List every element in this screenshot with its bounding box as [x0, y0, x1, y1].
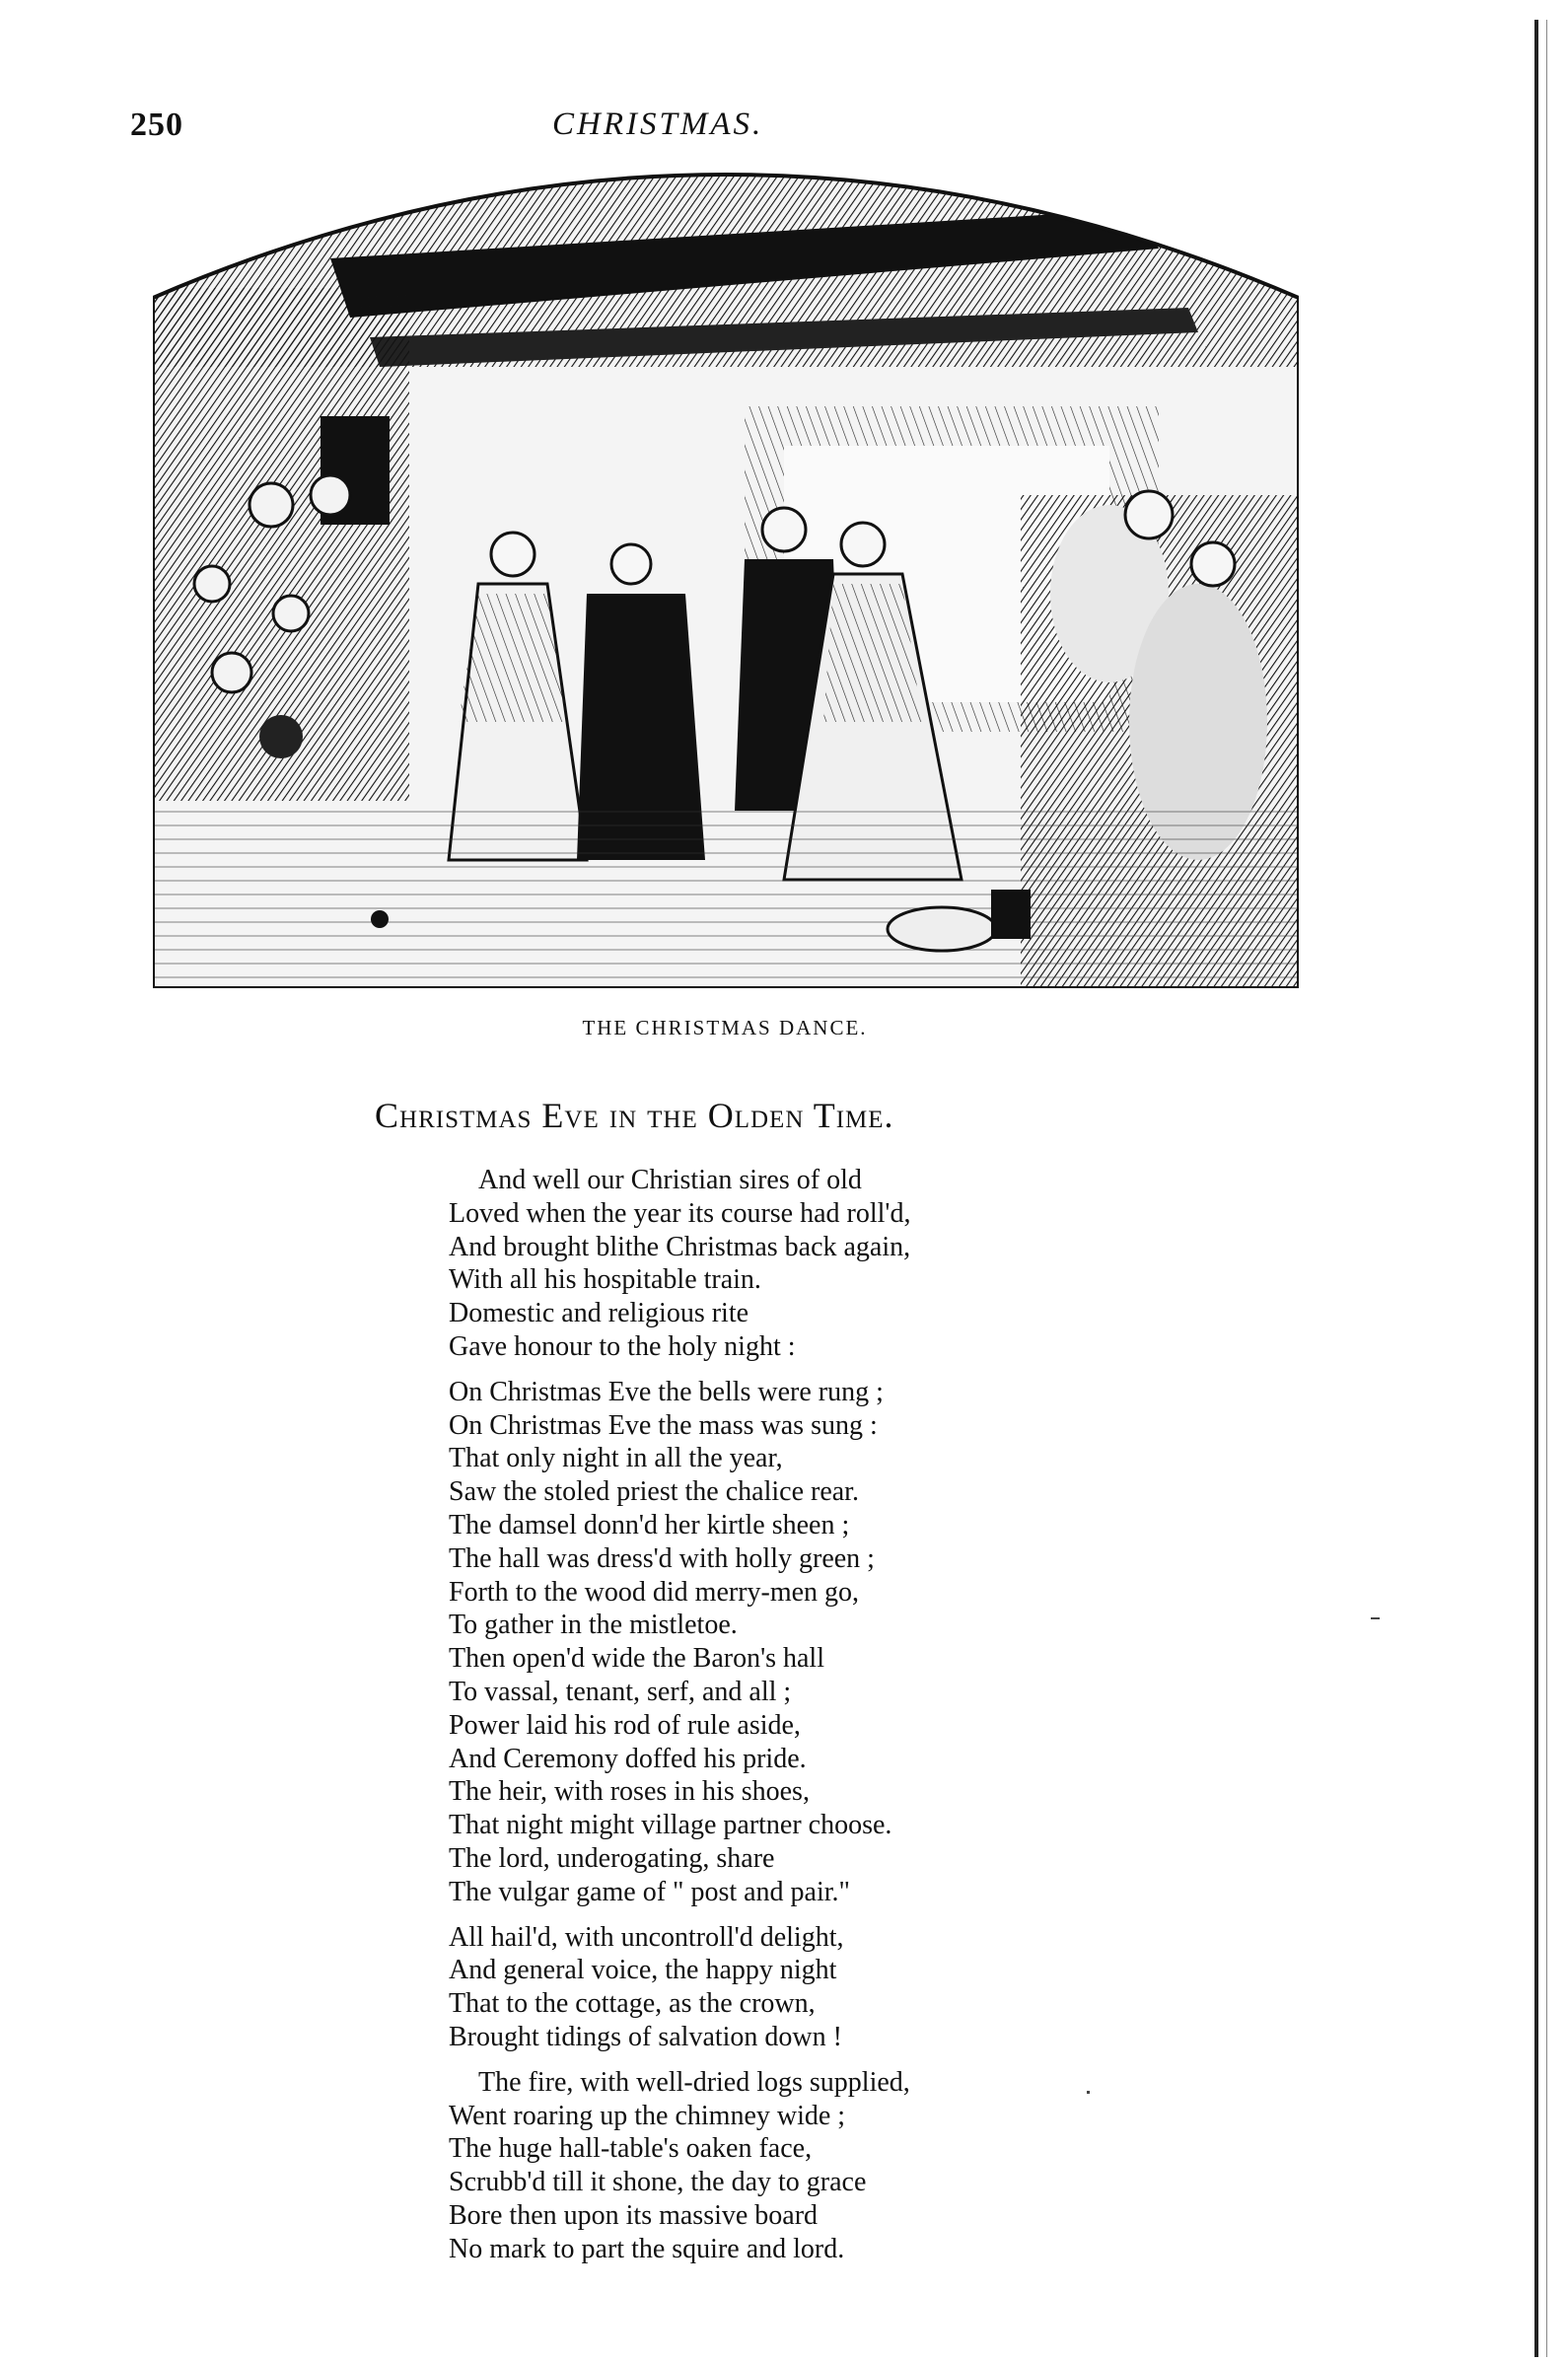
poem-line: With all his hospitable train.: [449, 1264, 761, 1296]
poem-line: And general voice, the happy night: [449, 1955, 837, 1986]
page-edge-line: [1534, 20, 1538, 2357]
running-title: CHRISTMAS.: [552, 107, 764, 142]
poem-line: The lord, underogating, share: [449, 1842, 775, 1874]
poem-line: To vassal, tenant, serf, and all ;: [449, 1676, 792, 1707]
engraving-image: [153, 170, 1299, 988]
page-number: 250: [130, 107, 183, 143]
ink-speck: [1371, 1617, 1380, 1619]
stanza: [449, 1376, 1238, 1909]
stanza: [449, 1164, 1238, 1364]
poem-line: Forth to the wood did merry-men go,: [449, 1576, 860, 1608]
poem-line: That night might village partner choose.: [449, 1810, 892, 1841]
poem-line: The fire, with well-dried logs supplied,: [478, 2066, 910, 2098]
poem-line: That only night in all the year,: [449, 1443, 783, 1474]
christmas-dance-engraving: [153, 170, 1299, 988]
poem-line: On Christmas Eve the mass was sung :: [449, 1409, 878, 1441]
poem-line: And Ceremony doffed his pride.: [449, 1743, 807, 1774]
poem-line: Domestic and religious rite: [449, 1298, 749, 1329]
poem-line: Then open'd wide the Baron's hall: [449, 1643, 824, 1675]
poem-line: The heir, with roses in his shoes,: [449, 1776, 810, 1808]
poem-line: Loved when the year its course had roll'd,: [449, 1197, 911, 1229]
poem-line: The damsel donn'd her kirtle sheen ;: [449, 1509, 850, 1540]
poem-line: Gave honour to the holy night :: [449, 1330, 796, 1362]
poem-line: All hail'd, with uncontroll'd delight,: [449, 1921, 844, 1953]
stanza: [449, 2066, 1238, 2266]
poem-line: The hall was dress'd with holly green ;: [449, 1542, 875, 1574]
poem-line: Brought tidings of salvation down !: [449, 2021, 842, 2052]
section-title: Christmas Eve in the Olden Time.: [375, 1096, 894, 1135]
poem-line: And well our Christian sires of old: [478, 1165, 862, 1195]
poem-line: The vulgar game of " post and pair.": [449, 1876, 850, 1907]
poem-line: That to the cottage, as the crown,: [449, 1988, 816, 2020]
poem-line: The huge hall-table's oaken face,: [449, 2133, 813, 2165]
stanza: [449, 1921, 1238, 2054]
poem-line: No mark to part the squire and lord.: [449, 2233, 845, 2264]
poem-line: Power laid his rod of rule aside,: [449, 1709, 801, 1741]
poem-line: And brought blithe Christmas back again,: [449, 1231, 911, 1262]
poem-line: On Christmas Eve the bells were rung ;: [449, 1376, 884, 1407]
poem-line: Saw the stoled priest the chalice rear.: [449, 1476, 859, 1508]
poem: [449, 1164, 1238, 2278]
ink-speck: [1087, 2091, 1090, 2094]
illustration-caption: THE CHRISTMAS DANCE.: [582, 1016, 868, 1039]
poem-line: To gather in the mistletoe.: [449, 1610, 738, 1641]
poem-line: Scrubb'd till it shone, the day to grace: [449, 2167, 867, 2198]
page-edge-line-thin: [1546, 20, 1547, 2357]
poem-line: Went roaring up the chimney wide ;: [449, 2100, 846, 2131]
poem-line: Bore then upon its massive board: [449, 2199, 819, 2231]
